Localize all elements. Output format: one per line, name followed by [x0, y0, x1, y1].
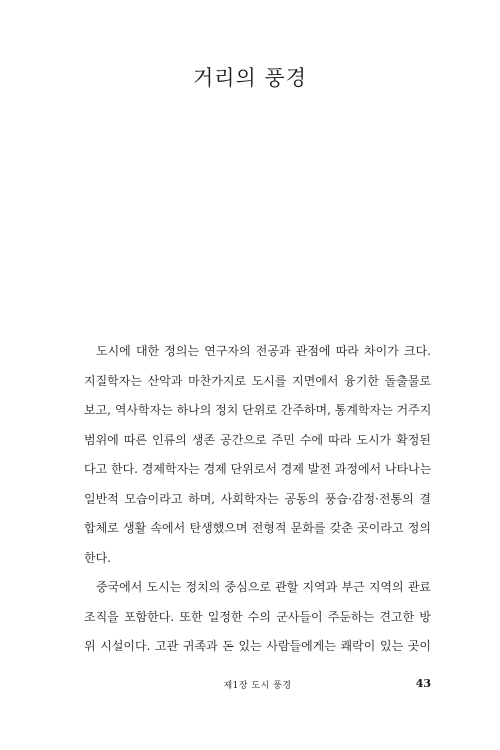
- text-line: 지질학자는 산악과 마찬가지로 도시를 지면에서 융기한 돌출물로: [84, 373, 431, 388]
- text-line: 도시에 대한 정의는 연구자의 전공과 관점에 따라 차이가 크다.: [96, 344, 431, 358]
- text-line: 위 시설이다. 고관 귀족과 돈 있는 사람들에게는 쾌락이 있는 곳이: [84, 639, 431, 653]
- text-line: 중국에서 도시는 정치의 중심으로 관할 지역과 부근 지역의 관료: [96, 580, 431, 594]
- running-head: 제1장 도시 풍경: [223, 681, 292, 691]
- page-footer: [84, 677, 431, 697]
- chapter-title: 거리의 풍경: [192, 66, 308, 90]
- text-line: 조직을 포함한다. 또한 일정한 수의 군사들이 주둔하는 견고한 방: [84, 609, 431, 624]
- paragraph: [84, 573, 431, 662]
- body-text: [84, 337, 431, 662]
- page-number: 43: [415, 677, 431, 690]
- text-line: 한다.: [84, 550, 111, 565]
- text-line: 다고 한다. 경제학자는 경제 단위로서 경제 발전 과정에서 나타나는: [84, 462, 432, 476]
- text-line: 보고, 역사학자는 하나의 정치 단위로 간주하며, 통계학자는 거주지: [84, 403, 432, 417]
- paragraph: [84, 337, 431, 573]
- text-line: 일반적 모습이라고 하며, 사회학자는 공동의 풍습·감정·전통의 결: [84, 491, 431, 506]
- text-line: 범위에 따른 인류의 생존 공간으로 주민 수에 따라 도시가 확정된: [84, 432, 431, 447]
- text-line: 합체로 생활 속에서 탄생했으며 전형적 문화를 갖춘 곳이라고 정의: [84, 521, 431, 535]
